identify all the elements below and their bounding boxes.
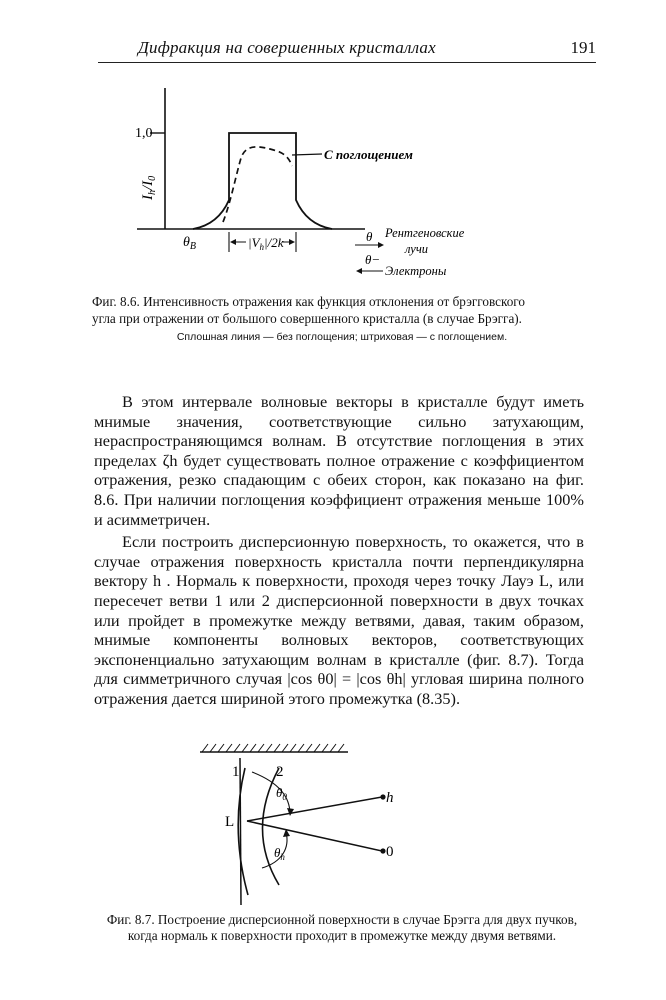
- branch-1-label: 1: [232, 764, 240, 780]
- x-center-label: $\theta_B$: [183, 235, 196, 252]
- angle-arrowhead-theta0: [287, 808, 294, 816]
- figure-8-6-caption: [92, 293, 592, 346]
- electron-arrowhead: [356, 268, 362, 274]
- branch-2-label: 2: [276, 764, 284, 780]
- thetah-label: $\theta_h$: [274, 845, 285, 862]
- chapter-title: Дифракция на совершенных кристаллах: [138, 38, 436, 57]
- y-axis-label: $I_h/I_0$: [140, 175, 158, 200]
- vector-0: [247, 821, 382, 851]
- point-0-label: 0: [386, 844, 394, 860]
- laue-point-label: L: [225, 814, 235, 830]
- figure-8-7-dispersion-surface: [0, 730, 666, 910]
- caption-line-2: угла при отражении от большого совершенного кристалла (в случае Брэгга).: [92, 311, 522, 326]
- curve-label: С поглощением: [324, 147, 413, 162]
- paragraph-1: В этом интервале волновые векторы в кристалле будут иметь мнимые значения, соответствующие сильно затухающим, нераспространяющимся волнам. В отсутствие поглощения в этих пределах ζh будет существовать полное отражение с коэффициентом отражения, резко спадающим с обеих сторон, как показано на фиг. 8.6. При наличии поглощения коэффициент отражения меньше 100% и асимметричен.: [94, 392, 584, 529]
- electron-theta-label: θ−: [365, 252, 381, 267]
- width-arrowhead-left: [230, 239, 236, 245]
- point-h: [380, 794, 385, 799]
- surface-normal: [240, 758, 241, 905]
- xray-arrowhead: [378, 242, 384, 248]
- width-label: $|V_h|/2k$: [248, 235, 284, 252]
- body-text: [94, 392, 584, 709]
- point-0: [380, 848, 385, 853]
- xray-label-1: Рентгеновские: [385, 226, 465, 240]
- figure-8-6-reflection-curve: [0, 0, 666, 290]
- surface-hatching: [202, 744, 344, 752]
- paragraph-2: Если построить дисперсионную поверхность, то окажется, что в случае отражения поверхность кристалла почти перпендикулярна вектору h . Нормаль к поверхности, проходя через точку Лауэ L, или пересечет ветви 1 или 2 дисперсионной поверхности в двух точках или пройдет в промежутке между ветвями, давая, таким образом, мнимые компоненты волновых векторов, соответствующих экспоненциально затухающим волнам в кристалле (фиг. 8.7). Тогда для симметричного случая |cos θ0| = |cos θh| угловая ширина полного отражения дается шириной этого промежутка (8.35).: [94, 532, 584, 708]
- page-number: 191: [570, 38, 596, 57]
- xray-theta-label: θ: [366, 229, 373, 244]
- absorption-curve: [223, 147, 292, 222]
- vector-h: [247, 797, 382, 821]
- y-tick-label: 1,0: [135, 126, 153, 141]
- theta0-label: $\theta_0$: [276, 785, 287, 802]
- caption-line-1: Фиг. 8.6. Интенсивность отражения как функция отклонения от брэгговского: [92, 294, 525, 309]
- caption-note: Сплошная линия — без поглощения; штриховая — с поглощением.: [176, 331, 508, 343]
- point-h-label: h: [386, 790, 394, 806]
- xray-label-2: лучи: [405, 242, 429, 256]
- electron-label: Электроны: [385, 264, 447, 278]
- figure-8-7-caption: Фиг. 8.7. Построение дисперсионной поверхности в случае Брэгга для двух пучков, когда нормаль к поверхности проходит в промежутке между двумя ветвями.: [106, 912, 578, 943]
- width-arrowhead-right: [289, 239, 295, 245]
